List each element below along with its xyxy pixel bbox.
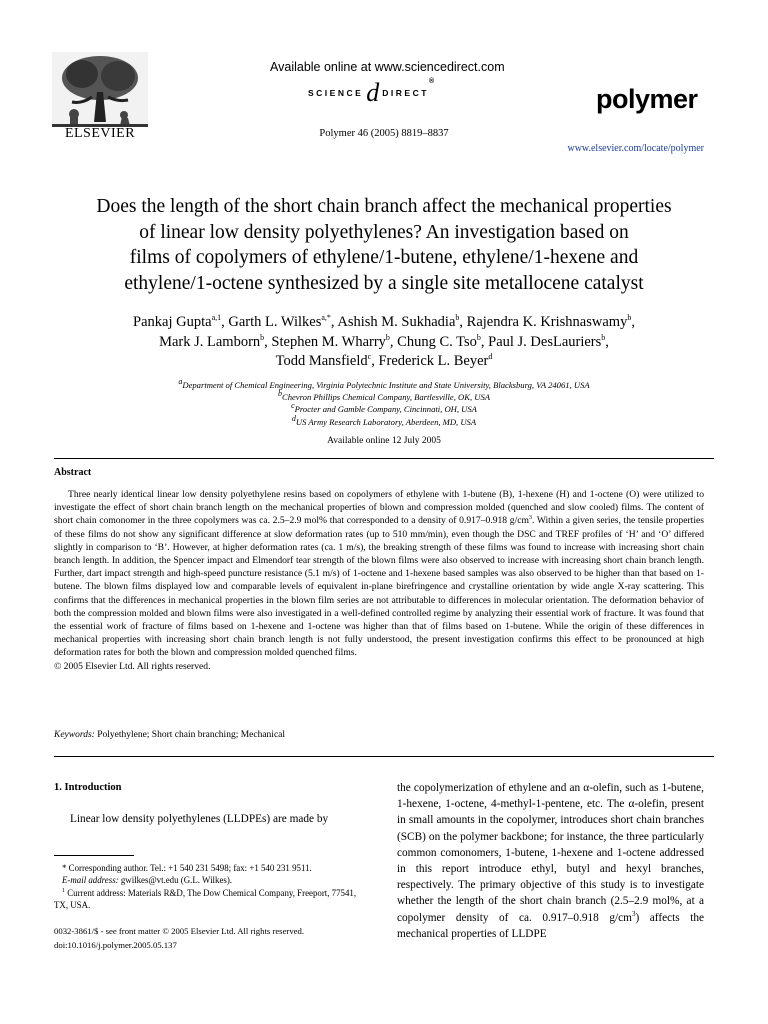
journal-name-logo: polymer [596, 84, 698, 114]
author-affil-marker: d [488, 352, 493, 362]
author-name: Garth L. Wilkes [228, 314, 322, 330]
author-affil-marker: a,* [321, 313, 331, 323]
abstract-heading: Abstract [54, 467, 92, 478]
author-name: Paul J. DesLauriers [488, 333, 602, 350]
body-text: the copolymerization of ethylene and an α-olefin, such as 1-butene, 1-hexene, 1-octene, 4-methyl-1-pentene, etc. The α-olefin, present in small amounts in the copolymer, introduces short chain branches (SCB) on the polymer backbone; for instance, the three particularly common comonomers, 1-butene, 1-hexene and 1-octene addressed in this report introduce ethyl, butyl and hexyl branches, respectively. The primary objective of this study is to investigate whether the length of the short chain branch (2.5–2.9 mol%, at a copolymer density of ca. 0.917–0.918 g/cm [397, 782, 704, 924]
author-name: Stephen M. Wharry [271, 333, 386, 350]
author-name: Ashish M. Sukhadia [337, 314, 456, 330]
footnote-current-address [54, 887, 368, 912]
divider-bottom [54, 756, 714, 757]
front-matter [54, 924, 368, 952]
issn-line: 0032-3861/$ - see front matter © 2005 Elsevier Ltd. All rights reserved. [54, 926, 305, 936]
sciencedirect-right-text: DIRECT [382, 88, 429, 98]
keywords [54, 730, 285, 740]
available-online-link[interactable]: Available online at www.sciencedirect.com [270, 60, 505, 74]
author-affil-marker: b [601, 332, 606, 342]
body-text: ) affects the mechanical properties of LLDPE [397, 911, 705, 940]
abstract-text: . Within a given series, the tensile properties of these films do not show any significant difference at slow deformation rates (up to 510 mm/min), even though the DSC and TREF profiles of ‘H’ and ‘O’ differed slightly in comparison to ‘B’. However, at higher deformation rates (ca. 1 m/s), the breaking strength of these films was found to increase with increasing short chain branch length. In addition, the Spencer impact and Elmendorf tear strength of the blown films were also observed to increase with increasing short chain branch length. Further, dart impact strength and high-speed puncture resistance (5.1 m/s) of 1-octene and 1-hexene based samples was also observed to be higher than that based on 1-butene. The blown films displayed low and comparable levels of equivalent in-plane birefringence and crystalline orientation by wide angle X-ray scattering. This confirms that the differences in mechanical properties in the blown film series are not attributable to differences in molecular orientation. The deformation behavior of both the compression molded and blown films were also investigated in a well-defined controlled regime by analyzing their essential work of fracture. It was found that the essential work of fracture of films based on 1-hexene and 1-octene was higher than that of films based on 1-butene. While the origin of these differences in mechanical properties with increasing short chain branch length is not fully understood, the present investigation confirms this effect to be pronounced at high deformation rates for both the blown and compression molded quenched films. [54, 515, 704, 659]
elsevier-tree-logo [52, 52, 148, 132]
journal-url-link[interactable]: www.elsevier.com/locate/polymer [567, 143, 704, 154]
affiliation-key: a [178, 377, 183, 387]
affiliation-item [40, 403, 728, 415]
divider-top [54, 458, 714, 459]
affiliation-item [40, 413, 728, 428]
affiliation-key: b [277, 389, 282, 399]
title-line: of linear low density polyethylenes? An investigation based on [139, 221, 629, 243]
affiliation-text: Procter and Gamble Company, Cincinnati, OH, USA [294, 404, 477, 415]
footnote-marker: 1 [62, 887, 65, 894]
author-affil-marker: b [260, 332, 265, 342]
sciencedirect-reg-mark: ® [428, 78, 437, 85]
journal-reference: Polymer 46 (2005) 8819–8837 [319, 128, 449, 139]
keywords-label: Keywords: [54, 730, 95, 740]
abstract-body [54, 488, 704, 673]
affiliation-item [40, 391, 728, 403]
author-name: Rajendra K. Krishnaswamy [466, 314, 628, 330]
author-affil-marker: b [385, 332, 390, 342]
author-affil-marker: a,1 [211, 313, 222, 323]
body-superscript: 3 [631, 909, 636, 918]
intro-paragraph: Linear low density polyethylenes (LLDPEs) are made by [70, 813, 329, 825]
email-label: E-mail address: [62, 875, 119, 886]
author-affil-marker: b [476, 332, 481, 342]
affiliation-item [40, 379, 728, 391]
author-affil-marker: c [367, 352, 372, 362]
sciencedirect-left-text: SCIENCE [308, 88, 364, 98]
title-line: films of copolymers of ethylene/1-butene, ethylene/1-hexene and [129, 247, 639, 268]
affiliation-text: Chevron Phillips Chemical Company, Bartlesville, OK, USA [281, 392, 491, 403]
article-title [40, 194, 728, 296]
affiliation-text: Department of Chemical Engineering, Virginia Polytechnic Institute and State University, Blacksburg, VA 24061, USA [182, 380, 590, 390]
affiliation-list [40, 379, 728, 428]
footnote-divider [54, 855, 134, 856]
email-link[interactable]: gwilkes@vt.edu (G.L. Wilkes). [120, 875, 233, 886]
title-line: ethylene/1-octene synthesized by a single site metallocene catalyst [124, 272, 644, 294]
author-list: Pankaj Gupta$^{a,1}$, Garth L. Wilkes$^{a,*}$, Ashish M. Sukhadia$^b$, Rajendra K. Krishnaswamy$^b$, Mark J. Lamborn$^b$, Stephen M. Wharry$^b$, Chung C. Tso$^b$, Paul J. DesLauriers$^b$, Todd Mansfield$^c$, Frederick L. Beyer$^d$ [133, 313, 635, 369]
section-title: 1. Introduction [54, 782, 122, 793]
available-date: Available online 12 July 2005 [327, 436, 441, 446]
author-affil-marker: b [455, 313, 460, 323]
author-name: Pankaj Gupta [133, 314, 212, 330]
footnote-corresponding: * Corresponding author. Tel.: +1 540 231 5498; fax: +1 540 231 9511. [62, 863, 312, 873]
author-affil-marker: b [627, 313, 632, 323]
affiliation-text: US Army Research Laboratory, Aberdeen, MD, USA [295, 416, 477, 427]
affiliation-key: c [291, 401, 295, 411]
author-name: Mark J. Lamborn [159, 333, 261, 350]
publisher-name: ELSEVIER [64, 126, 136, 141]
keywords-list: Polyethylene; Short chain branching; Mechanical [97, 730, 286, 740]
abstract-superscript: 3 [528, 515, 532, 522]
affiliation-key: d [291, 413, 296, 423]
abstract-text: Three nearly identical linear low density polyethylene resins based on copolymers of ethylene with 1-butene (B), 1-hexene (H) and 1-octene (O) were utilized to investigate the effect of short chain branch length on the mechanical properties of blown and compression molded (quenched and slow cooled) films. The content of short chain comonomer in the three copolymers was ca. 2.5–2.9 mol% that corresponded to a density of 0.917–0.918 g/cm [54, 489, 704, 527]
sciencedirect-at-mark: d [366, 78, 380, 107]
doi-link[interactable]: doi:10.1016/j.polymer.2005.05.137 [54, 940, 177, 950]
footnote-email [54, 874, 368, 886]
current-address-text: Current address: Materials R&D, The Dow Chemical Company, Freeport, 77541, TX, USA. [54, 887, 357, 911]
author-name: Todd Mansfield [275, 353, 368, 369]
sciencedirect-logo [308, 78, 437, 107]
copyright-notice: © 2005 Elsevier Ltd. All rights reserved. [54, 660, 211, 672]
author-name: Chung C. Tso [397, 333, 477, 350]
author-name: Frederick L. Beyer [378, 353, 489, 369]
footnotes [54, 862, 368, 912]
title-line: Does the length of the short chain branch affect the mechanical properties [96, 196, 672, 217]
right-column-text [397, 780, 704, 942]
